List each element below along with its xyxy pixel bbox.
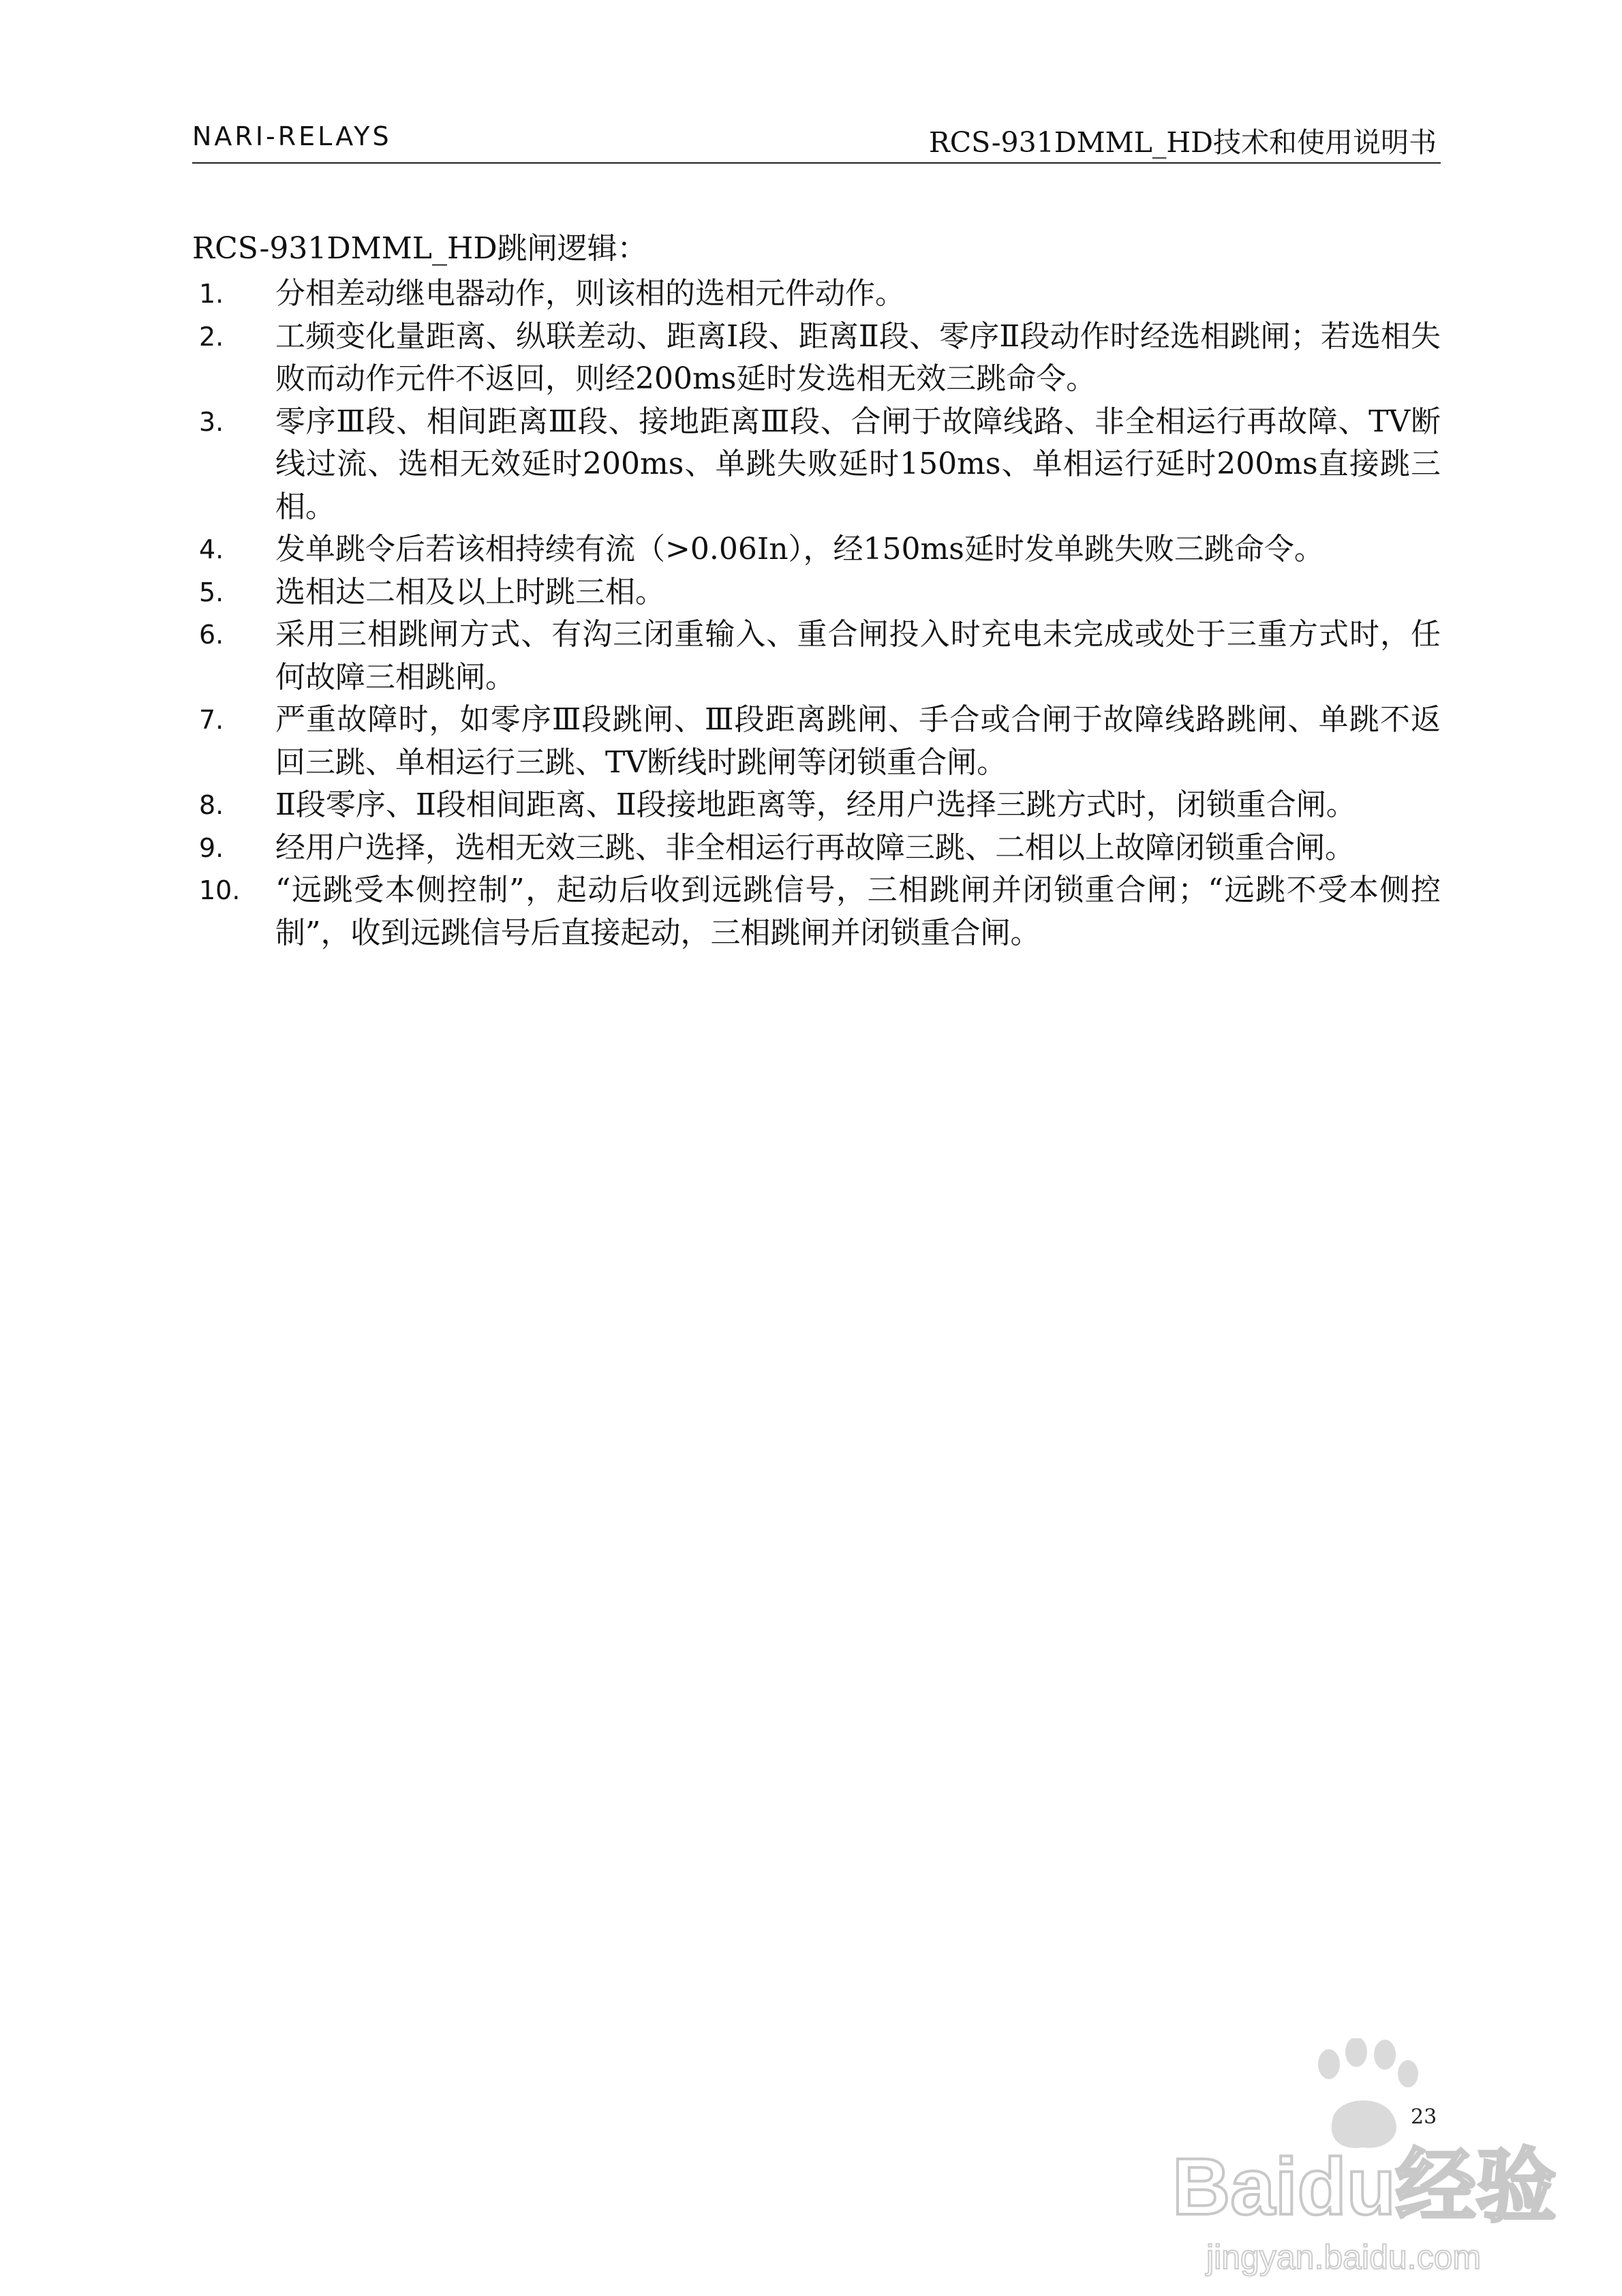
item-text: 分相差动继电器动作，则该相的选相元件动作。 [275, 276, 905, 311]
list-item [192, 316, 1441, 401]
list-item [192, 784, 1441, 827]
list-item [192, 528, 1441, 571]
item-text: “远跳受本侧控制”，起动后收到远跳信号，三相跳闸并闭锁重合闸；“远跳不受本侧控制”，收到远跳信号后直接起动，三相跳闸并闭锁重合闸。 [275, 873, 1441, 950]
header-divider [192, 162, 1441, 164]
item-number: 10. [199, 875, 241, 905]
item-number: 5. [199, 577, 224, 607]
list-item [192, 699, 1441, 784]
item-text: 选相达二相及以上时跳三相。 [275, 574, 665, 609]
item-text: 工频变化量距离、纵联差动、距离Ⅰ段、距离Ⅱ段、零序Ⅱ段动作时经选相跳闸；若选相失败而动作元件不返回，则经200ms延时发选相无效三跳命令。 [275, 318, 1441, 396]
list-item [192, 614, 1441, 699]
header-company: NARI-RELAYS [192, 121, 392, 151]
header-manual-title: RCS-931DMML_HD技术和使用说明书 [928, 126, 1437, 159]
item-text: 经用户选择，选相无效三跳、非全相运行再故障三跳、二相以上故障闭锁重合闸。 [275, 830, 1355, 865]
watermark-url: jingyan.baidu.com [1206, 2238, 1482, 2276]
item-text: 发单跳令后若该相持续有流（>0.06In），经150ms延时发单跳失败三跳命令。 [275, 532, 1324, 567]
list-item [192, 869, 1441, 954]
item-number: 3. [199, 406, 224, 437]
item-text: Ⅱ段零序、Ⅱ段相间距离、Ⅱ段接地距离等，经用户选择三跳方式时，闭锁重合闸。 [275, 787, 1356, 822]
trip-logic-list [192, 273, 1441, 954]
list-item [192, 273, 1441, 316]
item-number: 8. [199, 790, 224, 820]
watermark-brand: Baidu经验 [1172, 2142, 1557, 2232]
item-number: 4. [199, 534, 224, 564]
list-item [192, 571, 1441, 614]
item-text: 严重故障时，如零序Ⅲ段跳闸、Ⅲ段距离跳闸、手合或合闸于故障线路跳闸、单跳不返回三跳、单相运行三跳、TV断线时跳闸等闭锁重合闸。 [275, 702, 1441, 780]
item-text: 零序Ⅲ段、相间距离Ⅲ段、接地距离Ⅲ段、合闸于故障线路、非全相运行再故障、TV断线过流、选相无效延时200ms、单跳失败延时150ms、单相运行延时200ms直接跳三相。 [275, 404, 1441, 524]
page-number: 23 [1411, 2105, 1437, 2129]
list-item [192, 401, 1441, 529]
item-number: 6. [199, 620, 224, 650]
item-number: 9. [199, 832, 224, 863]
section-title: RCS-931DMML_HD跳闸逻辑： [192, 231, 647, 266]
list-item [192, 827, 1441, 870]
item-number: 2. [199, 321, 224, 352]
paw-print-icon [1318, 2038, 1418, 2148]
item-number: 7. [199, 705, 224, 735]
item-number: 1. [199, 279, 224, 309]
baidu-jingyan-watermark [1159, 2038, 1581, 2284]
item-text: 采用三相跳闸方式、有沟三闭重输入、重合闸投入时充电未完成或处于三重方式时，任何故障三相跳闸。 [275, 617, 1441, 695]
